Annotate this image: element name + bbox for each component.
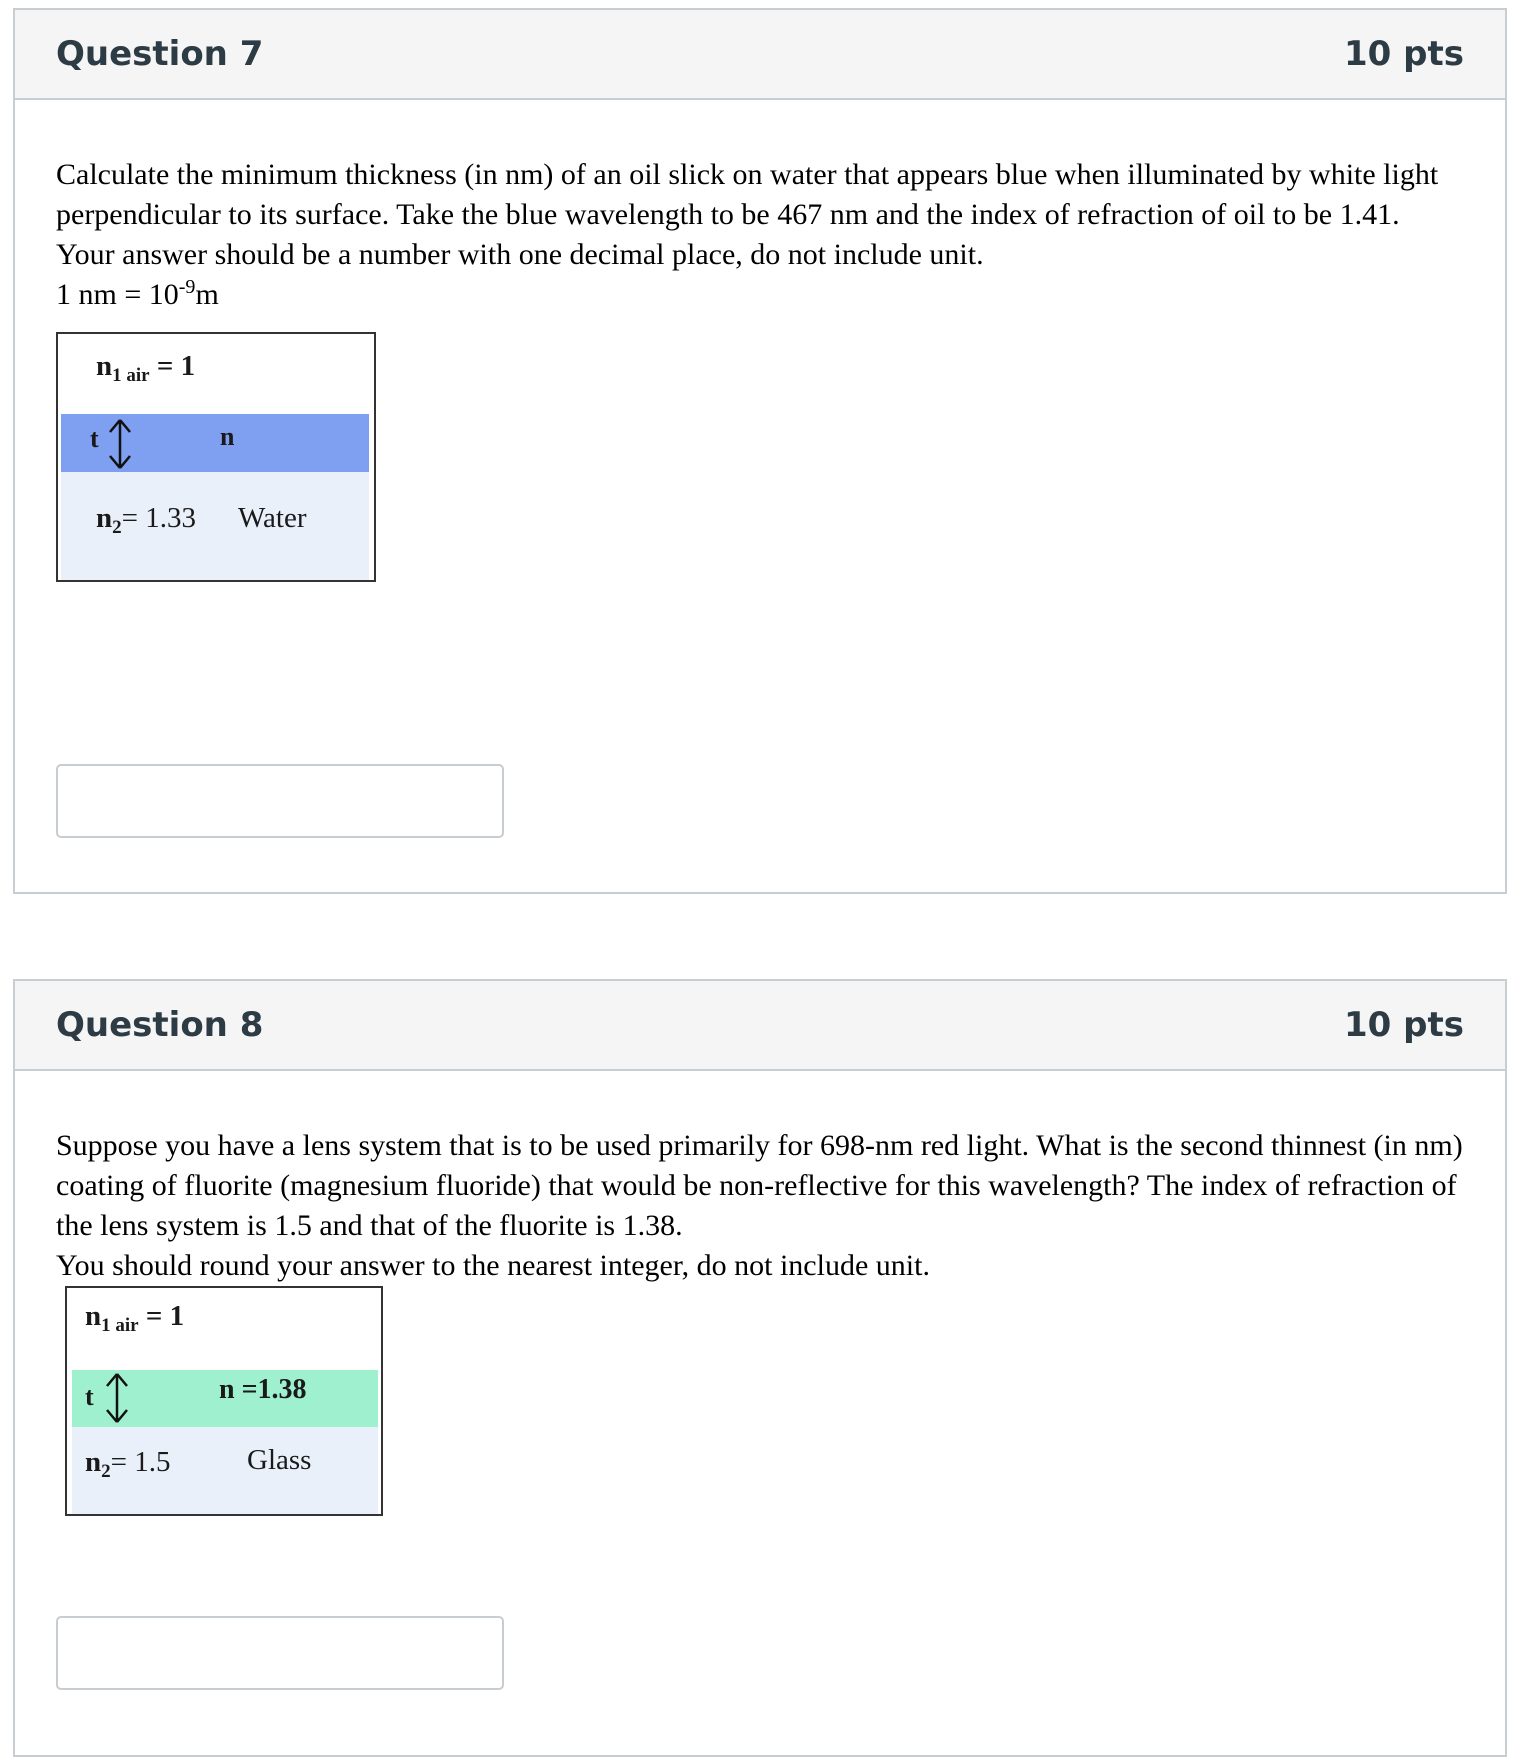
answer-input[interactable] bbox=[56, 1616, 504, 1690]
film-index-label: n =1.38 bbox=[219, 1374, 307, 1405]
thin-film-diagram bbox=[65, 1286, 383, 1516]
thin-film-diagram bbox=[56, 332, 376, 582]
thickness-label: t bbox=[85, 1382, 94, 1411]
unit-conversion: 1 nm = $10^{-9}m$ bbox=[56, 276, 219, 311]
question-paragraph: Calculate the minimum thickness (in nm) of an oil slick on water that appears blue when illuminated by white light perpendicular to its surface. Take the blue wavelength to be 467 nm and the index of refraction of oil to be 1.41. bbox=[56, 158, 1439, 231]
question-paragraph: Suppose you have a lens system that is to be used primarily for 698-nm red light. What is the second thinnest (in nm) coating of fluorite (magnesium fluoride) that would be non-reflective for this wavelength? The index of refraction of the lens system is 1.5 and that of the fluorite is 1.38. bbox=[56, 1129, 1463, 1242]
medium-label: Water bbox=[238, 502, 307, 534]
answer-input[interactable] bbox=[56, 764, 504, 838]
question-7-card bbox=[13, 8, 1507, 894]
medium-label: Glass bbox=[247, 1444, 312, 1476]
question-text bbox=[56, 100, 1464, 315]
thickness-label: t bbox=[90, 424, 99, 453]
question-8-card bbox=[13, 979, 1507, 1757]
question-body bbox=[15, 1071, 1505, 1482]
n2-label: $n_2= 1.33$ bbox=[96, 502, 196, 538]
double-arrow-icon bbox=[103, 1370, 131, 1426]
question-header bbox=[15, 981, 1505, 1071]
double-arrow-icon bbox=[106, 416, 134, 472]
n1-air-label: $n_{1 air} = 1$ bbox=[85, 1300, 185, 1336]
n2-label: $n_2= 1.5$ bbox=[85, 1446, 171, 1482]
question-title: Question 8 bbox=[56, 1005, 264, 1045]
question-title: Question 7 bbox=[56, 34, 264, 74]
question-instruction: You should round your answer to the nearest integer, do not include unit. bbox=[56, 1249, 930, 1282]
question-points: 10 pts bbox=[1344, 34, 1464, 74]
n1-air-label: $n_{1 air} = 1$ bbox=[96, 350, 196, 386]
question-points: 10 pts bbox=[1344, 1005, 1464, 1045]
question-header bbox=[15, 10, 1505, 100]
film-index-label: n bbox=[220, 422, 235, 451]
question-text bbox=[56, 1071, 1464, 1286]
question-body bbox=[15, 100, 1505, 538]
question-instruction: Your answer should be a number with one decimal place, do not include unit. bbox=[56, 238, 984, 271]
